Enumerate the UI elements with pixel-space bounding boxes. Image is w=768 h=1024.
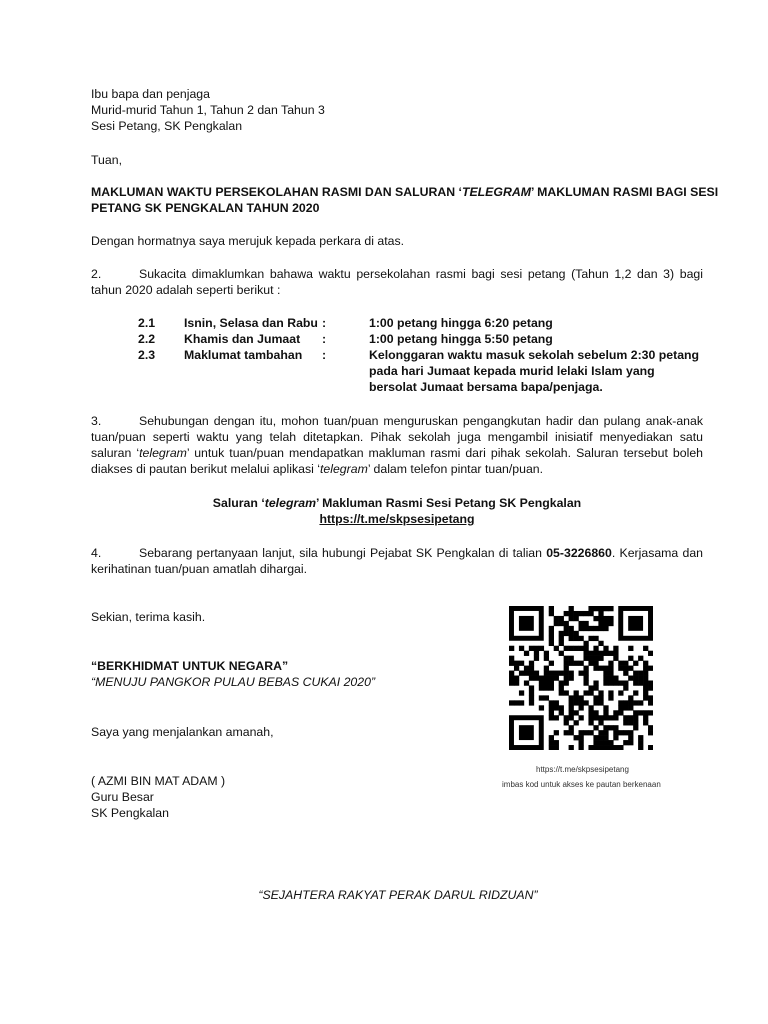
intro-text: Dengan hormatnya saya merujuk kepada perkara di atas.: [91, 234, 405, 248]
recipient-line-3: Sesi Petang, SK Pengkalan: [91, 119, 243, 133]
paragraph-4-text-1: Sebarang pertanyaan lanjut, sila hubungi Pejabat SK Pengkalan di talian: [139, 546, 547, 560]
qr-code: [509, 606, 653, 750]
salutation: [91, 152, 703, 168]
subject-heading: [91, 184, 719, 216]
schedule-value: 1:00 petang hingga 6:20 petang: [369, 316, 553, 330]
schedule-number: 2.3: [138, 348, 156, 362]
schedule-colon: :: [322, 348, 327, 362]
intro-paragraph: [91, 233, 703, 249]
schedule-row: [91, 347, 703, 394]
salutation-text: Tuan,: [91, 153, 122, 167]
subject-telegram: TELEGRAM: [461, 185, 531, 199]
paragraph-3-number: 3.: [91, 414, 102, 428]
paragraph-2: [91, 266, 703, 298]
schedule-label: Khamis dan Jumaat: [184, 332, 301, 346]
channel-block: [91, 495, 703, 527]
schedule-label: Isnin, Selasa dan Rabu: [184, 316, 318, 330]
signatory-org: SK Pengkalan: [91, 806, 169, 820]
paragraph-4: [91, 545, 703, 577]
paragraph-4-text-2: . Kerjasama dan kerihatinan tuan/puan amatlah dihargai.: [91, 546, 703, 576]
channel-link[interactable]: https://t.me/skpsesipetang: [319, 512, 475, 526]
paragraph-3-text-3: ’ dalam telefon pintar tuan/puan.: [367, 462, 544, 476]
paragraph-3: [91, 413, 703, 477]
channel-telegram: telegram: [264, 496, 317, 510]
qr-url-caption: https://t.me/skpsesipetang: [536, 765, 629, 774]
motto-1: “BERKHIDMAT UNTUK NEGARA”: [91, 659, 289, 673]
qr-instruction: imbas kod untuk akses ke pautan berkenaan: [502, 780, 661, 789]
subject-part-3: ’ MAKLUMAN RASMI BAGI SESI: [530, 185, 719, 199]
recipient-line-2: Murid-murid Tahun 1, Tahun 2 dan Tahun 3: [91, 103, 325, 117]
subject-line-2: PETANG SK PENGKALAN TAHUN 2020: [91, 201, 320, 215]
paragraph-3-text-1: Sehubungan dengan itu, mohon tuan/puan menguruskan pengangkutan hadir dan pulang anak-anak tuan/puan seperti waktu yang telah ditetapkan. Pihak sekolah juga mengambil inisiatif menyediakan satu saluran ‘: [91, 414, 703, 460]
phone-number: 05-3226860: [546, 546, 612, 560]
schedule-row: [91, 315, 703, 331]
motto-2: “MENUJU PANGKOR PULAU BEBAS CUKAI 2020”: [91, 675, 376, 689]
signatory-name: ( AZMI BIN MAT ADAM ): [91, 774, 226, 788]
schedule-row: [91, 331, 703, 347]
channel-title-1: Saluran ‘: [212, 496, 265, 510]
schedule-value: Kelonggaran waktu masuk sekolah sebelum 2:30 petang pada hari Jumaat kepada murid lelaki Islam yang bersolat Jumaat bersama bapa/penjaga.: [369, 348, 700, 394]
trust-text: Saya yang menjalankan amanah,: [91, 725, 274, 739]
recipient-block: [91, 86, 703, 134]
schedule-number: 2.1: [138, 316, 156, 330]
paragraph-4-number: 4.: [91, 546, 102, 560]
schedule-colon: :: [322, 316, 327, 330]
signatory-title: Guru Besar: [91, 790, 154, 804]
paragraph-2-text: Sukacita dimaklumkan bahawa waktu persekolahan rasmi bagi sesi petang (Tahun 1,2 dan 3) bagi tahun 2020 adalah seperti berikut :: [91, 267, 703, 297]
channel-title-2: ’ Makluman Rasmi Sesi Petang SK Pengkalan: [316, 496, 582, 510]
paragraph-3-telegram-1: telegram: [139, 446, 187, 460]
schedule-label: Maklumat tambahan: [184, 348, 303, 362]
schedule-value: 1:00 petang hingga 5:50 petang: [369, 332, 553, 346]
schedule-colon: :: [322, 332, 327, 346]
recipient-line-1: Ibu bapa dan penjaga: [91, 87, 210, 101]
qr-code-image: [509, 606, 653, 750]
footer-motto: [0, 887, 768, 903]
schedule-list: [91, 315, 703, 395]
paragraph-2-number: 2.: [91, 267, 102, 281]
paragraph-3-text-2: ’ untuk tuan/puan mendapatkan makluman rasmi dari pihak sekolah. Saluran tersebut boleh diakses di pautan berikut melalui aplikasi ‘: [91, 446, 703, 476]
paragraph-3-telegram-2: telegram: [319, 462, 368, 476]
closing-text: Sekian, terima kasih.: [91, 610, 206, 624]
schedule-number: 2.2: [138, 332, 156, 346]
subject-part-1: MAKLUMAN WAKTU PERSEKOLAHAN RASMI DAN SALURAN ‘: [91, 185, 462, 199]
footer-text: “SEJAHTERA RAKYAT PERAK DARUL RIDZUAN”: [258, 888, 538, 902]
